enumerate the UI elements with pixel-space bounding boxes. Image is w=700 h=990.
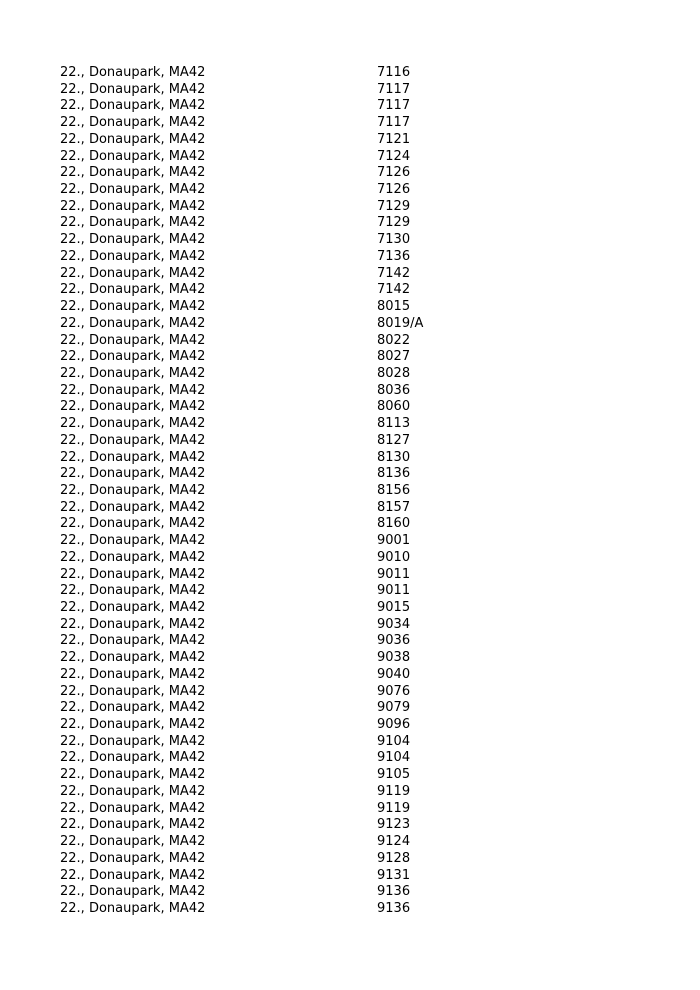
address-text: 22., Donaupark, MA42 <box>60 165 206 181</box>
address-text: 22., Donaupark, MA42 <box>60 633 206 649</box>
address-text: 22., Donaupark, MA42 <box>60 834 206 850</box>
address-text: 22., Donaupark, MA42 <box>60 850 206 866</box>
parcel-number: 9034 <box>377 616 411 632</box>
list-item <box>60 149 660 166</box>
address-text: 22., Donaupark, MA42 <box>60 482 206 498</box>
parcel-number: 8028 <box>377 365 411 381</box>
list-item <box>60 567 660 584</box>
parcel-number: 7117 <box>377 115 411 131</box>
list-item <box>60 784 660 801</box>
list-item <box>60 450 660 467</box>
address-text: 22., Donaupark, MA42 <box>60 315 206 331</box>
address-text: 22., Donaupark, MA42 <box>60 884 206 900</box>
list-item <box>60 667 660 684</box>
list-item <box>60 333 660 350</box>
list-item <box>60 801 660 818</box>
list-item <box>60 82 660 99</box>
address-text: 22., Donaupark, MA42 <box>60 65 206 80</box>
address-text: 22., Donaupark, MA42 <box>60 416 206 432</box>
parcel-number: 9136 <box>377 900 411 916</box>
list-item <box>60 366 660 383</box>
list-item <box>60 249 660 266</box>
address-text: 22., Donaupark, MA42 <box>60 115 206 131</box>
list-item <box>60 483 660 500</box>
address-text: 22., Donaupark, MA42 <box>60 98 206 114</box>
list-item <box>60 600 660 617</box>
parcel-number: 9128 <box>377 850 411 866</box>
parcel-number: 7126 <box>377 165 411 181</box>
list-item <box>60 700 660 717</box>
parcel-number: 7126 <box>377 182 411 198</box>
list-item <box>60 901 660 918</box>
address-text: 22., Donaupark, MA42 <box>60 365 206 381</box>
address-text: 22., Donaupark, MA42 <box>60 750 206 766</box>
parcel-number: 7129 <box>377 215 411 231</box>
list-item <box>60 650 660 667</box>
parcel-number: 8130 <box>377 449 411 465</box>
list-item <box>60 734 660 751</box>
address-text: 22., Donaupark, MA42 <box>60 767 206 783</box>
parcel-number: 9104 <box>377 750 411 766</box>
address-text: 22., Donaupark, MA42 <box>60 248 206 264</box>
parcel-number: 7130 <box>377 232 411 248</box>
list-item <box>60 834 660 851</box>
parcel-number: 7116 <box>377 65 411 80</box>
parcel-number: 9119 <box>377 783 411 799</box>
address-text: 22., Donaupark, MA42 <box>60 616 206 632</box>
address-text: 22., Donaupark, MA42 <box>60 81 206 97</box>
parcel-number: 9123 <box>377 817 411 833</box>
parcel-number: 9036 <box>377 633 411 649</box>
address-text: 22., Donaupark, MA42 <box>60 683 206 699</box>
parcel-number: 7142 <box>377 265 411 281</box>
list-item <box>60 266 660 283</box>
list-item <box>60 65 660 82</box>
parcel-number: 8036 <box>377 382 411 398</box>
list-item <box>60 717 660 734</box>
address-text: 22., Donaupark, MA42 <box>60 148 206 164</box>
list-item <box>60 282 660 299</box>
parcel-number: 9119 <box>377 800 411 816</box>
parcel-number: 9001 <box>377 533 411 549</box>
address-text: 22., Donaupark, MA42 <box>60 265 206 281</box>
parcel-number: 9124 <box>377 834 411 850</box>
address-text: 22., Donaupark, MA42 <box>60 449 206 465</box>
address-text: 22., Donaupark, MA42 <box>60 549 206 565</box>
list-item <box>60 433 660 450</box>
parcel-number: 7124 <box>377 148 411 164</box>
list-item <box>60 316 660 333</box>
list-item <box>60 98 660 115</box>
parcel-number: 7129 <box>377 198 411 214</box>
list-item <box>60 817 660 834</box>
parcel-number: 9079 <box>377 700 411 716</box>
list-item <box>60 299 660 316</box>
address-text: 22., Donaupark, MA42 <box>60 700 206 716</box>
address-text: 22., Donaupark, MA42 <box>60 466 206 482</box>
parcel-number: 8156 <box>377 482 411 498</box>
parcel-number: 7136 <box>377 248 411 264</box>
list-item <box>60 115 660 132</box>
address-text: 22., Donaupark, MA42 <box>60 783 206 799</box>
address-text: 22., Donaupark, MA42 <box>60 533 206 549</box>
list-item <box>60 215 660 232</box>
parcel-number: 9104 <box>377 733 411 749</box>
list-item <box>60 232 660 249</box>
list-item <box>60 182 660 199</box>
list-item <box>60 466 660 483</box>
address-text: 22., Donaupark, MA42 <box>60 583 206 599</box>
parcel-number: 8022 <box>377 332 411 348</box>
parcel-number: 9105 <box>377 767 411 783</box>
parcel-number: 9131 <box>377 867 411 883</box>
address-text: 22., Donaupark, MA42 <box>60 817 206 833</box>
address-text: 22., Donaupark, MA42 <box>60 733 206 749</box>
list-item <box>60 884 660 901</box>
address-list <box>60 65 660 918</box>
address-text: 22., Donaupark, MA42 <box>60 666 206 682</box>
parcel-number: 8019/A <box>377 315 424 331</box>
address-text: 22., Donaupark, MA42 <box>60 516 206 532</box>
address-text: 22., Donaupark, MA42 <box>60 717 206 733</box>
list-item <box>60 500 660 517</box>
address-text: 22., Donaupark, MA42 <box>60 382 206 398</box>
address-text: 22., Donaupark, MA42 <box>60 650 206 666</box>
address-text: 22., Donaupark, MA42 <box>60 349 206 365</box>
list-item <box>60 349 660 366</box>
parcel-number: 8027 <box>377 349 411 365</box>
list-item <box>60 684 660 701</box>
parcel-number: 9076 <box>377 683 411 699</box>
parcel-number: 9015 <box>377 600 411 615</box>
parcel-number: 8157 <box>377 499 411 515</box>
address-text: 22., Donaupark, MA42 <box>60 131 206 147</box>
parcel-number: 9010 <box>377 549 411 565</box>
list-item <box>60 165 660 182</box>
address-text: 22., Donaupark, MA42 <box>60 399 206 415</box>
address-text: 22., Donaupark, MA42 <box>60 215 206 231</box>
address-text: 22., Donaupark, MA42 <box>60 282 206 298</box>
list-item <box>60 868 660 885</box>
parcel-number: 9040 <box>377 666 411 682</box>
parcel-number: 7142 <box>377 282 411 298</box>
list-item <box>60 617 660 634</box>
address-text: 22., Donaupark, MA42 <box>60 182 206 198</box>
address-text: 22., Donaupark, MA42 <box>60 499 206 515</box>
parcel-number: 7121 <box>377 131 411 147</box>
parcel-number: 9011 <box>377 566 411 582</box>
list-item <box>60 516 660 533</box>
address-text: 22., Donaupark, MA42 <box>60 900 206 916</box>
parcel-number: 8160 <box>377 516 411 532</box>
address-text: 22., Donaupark, MA42 <box>60 600 206 615</box>
address-text: 22., Donaupark, MA42 <box>60 800 206 816</box>
parcel-number: 8127 <box>377 432 411 448</box>
address-text: 22., Donaupark, MA42 <box>60 432 206 448</box>
parcel-number: 9038 <box>377 650 411 666</box>
address-text: 22., Donaupark, MA42 <box>60 232 206 248</box>
list-item <box>60 851 660 868</box>
list-item <box>60 633 660 650</box>
parcel-number: 7117 <box>377 98 411 114</box>
list-item <box>60 399 660 416</box>
list-item <box>60 583 660 600</box>
parcel-number: 8060 <box>377 399 411 415</box>
list-item <box>60 383 660 400</box>
list-item <box>60 416 660 433</box>
parcel-number: 8136 <box>377 466 411 482</box>
parcel-number: 9136 <box>377 884 411 900</box>
list-item <box>60 767 660 784</box>
parcel-number: 9011 <box>377 583 411 599</box>
parcel-number: 8015 <box>377 299 411 315</box>
list-item <box>60 132 660 149</box>
address-text: 22., Donaupark, MA42 <box>60 566 206 582</box>
parcel-number: 9096 <box>377 717 411 733</box>
address-text: 22., Donaupark, MA42 <box>60 867 206 883</box>
list-item <box>60 199 660 216</box>
address-text: 22., Donaupark, MA42 <box>60 332 206 348</box>
parcel-number: 8113 <box>377 416 411 432</box>
list-item <box>60 533 660 550</box>
parcel-number: 7117 <box>377 81 411 97</box>
list-item <box>60 550 660 567</box>
list-item <box>60 750 660 767</box>
address-text: 22., Donaupark, MA42 <box>60 198 206 214</box>
address-text: 22., Donaupark, MA42 <box>60 299 206 315</box>
